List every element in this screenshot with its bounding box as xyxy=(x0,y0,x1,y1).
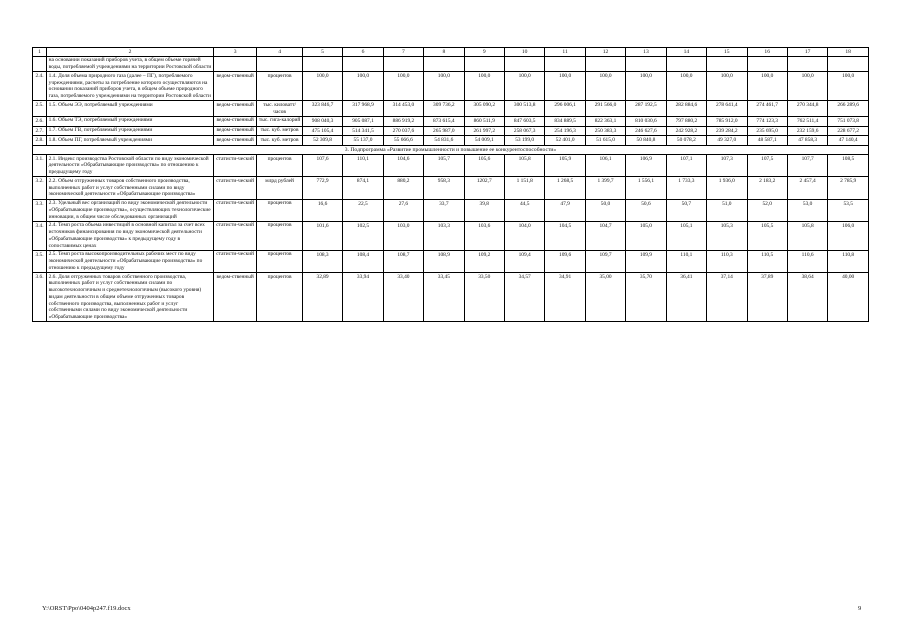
table-row xyxy=(33,250,869,272)
value-cell: 772,9 xyxy=(302,177,342,199)
value-cell: 774 123,3 xyxy=(747,116,787,126)
value-cell: 100,0 xyxy=(626,72,666,101)
value-cell: 254 196,3 xyxy=(545,126,585,136)
value-cell: 54 831,6 xyxy=(424,136,464,146)
header-cell: 12 xyxy=(585,48,625,57)
table-row xyxy=(33,126,869,136)
value-cell: 278 641,4 xyxy=(707,101,747,117)
value-cell: 109,2 xyxy=(464,250,504,272)
value-cell: 860 511,9 xyxy=(464,116,504,126)
value-cell: 1202,7 xyxy=(464,177,504,199)
value-cell: 106,0 xyxy=(828,221,869,250)
unit-of-measure: процентов xyxy=(257,72,302,101)
row-number: 3.2. xyxy=(33,177,47,199)
value-cell: 100,0 xyxy=(545,72,585,101)
value-cell: 109,6 xyxy=(545,250,585,272)
value-cell: 33,40 xyxy=(383,273,423,322)
value-cell: 37,89 xyxy=(747,273,787,322)
unit-of-measure: процентов xyxy=(257,221,302,250)
data-source: статисти-ческий xyxy=(213,177,256,199)
value-cell: 105,7 xyxy=(424,155,464,177)
data-source: статисти-ческий xyxy=(213,250,256,272)
value-cell: 34,91 xyxy=(545,273,585,322)
unit-of-measure: млрд рублей xyxy=(257,177,302,199)
value-cell: 309 736,2 xyxy=(424,101,464,117)
value-cell: 106,1 xyxy=(585,155,625,177)
value-cell: 33,94 xyxy=(343,273,383,322)
table-row xyxy=(33,273,869,322)
value-cell: 34,57 xyxy=(504,273,544,322)
value-cell: 1 399,7 xyxy=(585,177,625,199)
row-number: 2.5. xyxy=(33,101,47,117)
value-cell: 228 677,2 xyxy=(828,126,869,136)
value-cell: 35,00 xyxy=(585,273,625,322)
data-source: ведом-ственный xyxy=(213,136,256,146)
table-row xyxy=(33,155,869,177)
value-cell: 100,0 xyxy=(828,72,869,101)
value-cell: 908 040,3 xyxy=(302,116,342,126)
value-cell: 104,0 xyxy=(504,221,544,250)
value-cell: 50,0 xyxy=(585,199,625,221)
unit-of-measure: процентов xyxy=(257,155,302,177)
value-cell: 323 846,7 xyxy=(302,101,342,117)
unit-of-measure: тыс. киловатт/ часов xyxy=(257,101,302,117)
value-cell: 270 344,8 xyxy=(787,101,827,117)
value-cell: 810 030,6 xyxy=(626,116,666,126)
table-row xyxy=(33,116,869,126)
value-cell: 104,5 xyxy=(545,221,585,250)
value-cell xyxy=(424,56,464,72)
header-cell: 6 xyxy=(343,48,383,57)
value-cell: 106,9 xyxy=(626,155,666,177)
header-cell: 3 xyxy=(213,48,256,57)
data-source: ведом-ственный xyxy=(213,101,256,117)
value-cell: 261 997,2 xyxy=(464,126,504,136)
value-cell xyxy=(383,56,423,72)
value-cell: 108,9 xyxy=(424,250,464,272)
value-cell: 100,0 xyxy=(464,72,504,101)
value-cell: 514 341,5 xyxy=(343,126,383,136)
value-cell: 37,14 xyxy=(707,273,747,322)
unit-of-measure: тыс. гига-калорий xyxy=(257,116,302,126)
value-cell: 35,70 xyxy=(626,273,666,322)
value-cell: 105,6 xyxy=(464,155,504,177)
value-cell: 886 919,2 xyxy=(383,116,423,126)
table-row xyxy=(33,101,869,117)
value-cell: 100,0 xyxy=(343,72,383,101)
section-title: 3. Подпрограмма «Развитие промышленности и повышение ее конкурентоспособности» xyxy=(33,146,869,155)
value-cell: 475 105,4 xyxy=(302,126,342,136)
section-row xyxy=(33,146,869,155)
value-cell: 53,5 xyxy=(828,199,869,221)
value-cell: 105,0 xyxy=(626,221,666,250)
value-cell: 232 159,6 xyxy=(787,126,827,136)
value-cell: 53,0 xyxy=(787,199,827,221)
indicator-name: 2.1. Индекс производства Ростовской области по виду экономической деятельности «Обрабатывающие производства» по отношению к предыдущему году xyxy=(47,155,214,177)
value-cell: 100,0 xyxy=(666,72,706,101)
value-cell: 874,1 xyxy=(343,177,383,199)
value-cell xyxy=(828,56,869,72)
value-cell: 287 192,5 xyxy=(626,101,666,117)
row-number xyxy=(33,56,47,72)
value-cell: 235 695,0 xyxy=(747,126,787,136)
page-number: 9 xyxy=(858,605,862,612)
value-cell: 51,0 xyxy=(707,199,747,221)
value-cell: 33,45 xyxy=(424,273,464,322)
value-cell: 54 009,1 xyxy=(464,136,504,146)
value-cell: 109,4 xyxy=(504,250,544,272)
indicator-name: 2.3. Удельный вес организаций по виду экономической деятельности «Обрабатывающие производства», осуществляющих технологические инновации, в общем числе обследованных организаций xyxy=(47,199,214,221)
value-cell: 296 006,1 xyxy=(545,101,585,117)
value-cell: 33,50 xyxy=(464,273,504,322)
unit-of-measure: тыс. куб. метров xyxy=(257,136,302,146)
value-cell: 250 383,3 xyxy=(585,126,625,136)
row-number: 3.6. xyxy=(33,273,47,322)
value-cell: 47 140,4 xyxy=(828,136,869,146)
value-cell: 22,5 xyxy=(343,199,383,221)
value-cell: 873 615,4 xyxy=(424,116,464,126)
value-cell: 50 078,2 xyxy=(666,136,706,146)
value-cell: 108,4 xyxy=(343,250,383,272)
value-cell: 797 880,2 xyxy=(666,116,706,126)
value-cell: 107,6 xyxy=(302,155,342,177)
value-cell: 239 284,2 xyxy=(707,126,747,136)
value-cell: 282 884,6 xyxy=(666,101,706,117)
value-cell: 101,6 xyxy=(302,221,342,250)
row-number: 3.1. xyxy=(33,155,47,177)
value-cell: 100,0 xyxy=(707,72,747,101)
value-cell xyxy=(504,56,544,72)
value-cell: 103,3 xyxy=(424,221,464,250)
value-cell: 110,1 xyxy=(343,155,383,177)
data-source: статисти-ческий xyxy=(213,155,256,177)
value-cell: 266 289,6 xyxy=(828,101,869,117)
value-cell: 102,5 xyxy=(343,221,383,250)
value-cell: 108,7 xyxy=(383,250,423,272)
value-cell: 50 840,8 xyxy=(626,136,666,146)
value-cell: 33,7 xyxy=(424,199,464,221)
data-source: ведом-ственный xyxy=(213,126,256,136)
unit-of-measure: процентов xyxy=(257,250,302,272)
value-cell: 107,1 xyxy=(666,155,706,177)
value-cell: 108,5 xyxy=(828,155,869,177)
value-cell: 785 912,0 xyxy=(707,116,747,126)
data-source: статисти-ческий xyxy=(213,221,256,250)
value-cell: 107,7 xyxy=(787,155,827,177)
value-cell: 305 090,2 xyxy=(464,101,504,117)
value-cell: 53 199,0 xyxy=(504,136,544,146)
data-source: статисти-ческий xyxy=(213,199,256,221)
value-cell: 100,0 xyxy=(585,72,625,101)
value-cell: 100,0 xyxy=(302,72,342,101)
value-cell: 104,6 xyxy=(383,155,423,177)
table-row xyxy=(33,199,869,221)
header-cell: 4 xyxy=(257,48,302,57)
value-cell: 834 889,5 xyxy=(545,116,585,126)
header-cell: 13 xyxy=(626,48,666,57)
value-cell: 2 457,4 xyxy=(787,177,827,199)
indicator-name: 2.6. Доля отгруженных товаров собственного производства, выполненных работ и услуг собственными силами по высокотехнологичным и среднетехнологичным (высокого уровня) видам деятельности в общем объеме отгруженных товаров собственного производства, выполненных работ и услуг собственными силами по виду экономической деятельности «Обрабатывающие производства» xyxy=(47,273,214,322)
value-cell: 100,0 xyxy=(424,72,464,101)
value-cell: 103,6 xyxy=(464,221,504,250)
value-cell: 110,5 xyxy=(747,250,787,272)
row-number: 3.4. xyxy=(33,221,47,250)
value-cell xyxy=(666,56,706,72)
indicator-name: 1.8. Объем ПГ, потребляемый учреждениями xyxy=(47,136,214,146)
header-cell: 10 xyxy=(504,48,544,57)
value-cell: 105,5 xyxy=(747,221,787,250)
value-cell: 317 968,9 xyxy=(343,101,383,117)
value-cell: 105,8 xyxy=(787,221,827,250)
value-cell xyxy=(707,56,747,72)
indicator-name: 2.4. Темп роста объема инвестиций в основной капитал за счет всех источников финансирования по виду экономической деятельности «Обрабатывающие производства» к предыдущему году в сопоставимых ценах xyxy=(47,221,214,250)
value-cell: 107,5 xyxy=(747,155,787,177)
value-cell: 291 566,0 xyxy=(585,101,625,117)
table-row xyxy=(33,56,869,72)
row-number: 2.7. xyxy=(33,126,47,136)
value-cell: 274 461,7 xyxy=(747,101,787,117)
value-cell: 847 603,5 xyxy=(504,116,544,126)
value-cell: 100,0 xyxy=(787,72,827,101)
header-cell: 16 xyxy=(747,48,787,57)
value-cell: 258 067,3 xyxy=(504,126,544,136)
value-cell: 822 363,1 xyxy=(585,116,625,126)
value-cell: 52,0 xyxy=(747,199,787,221)
value-cell: 48 587,1 xyxy=(747,136,787,146)
value-cell xyxy=(545,56,585,72)
value-cell: 52 401,0 xyxy=(545,136,585,146)
header-cell: 9 xyxy=(464,48,504,57)
value-cell: 100,0 xyxy=(383,72,423,101)
table-row xyxy=(33,136,869,146)
value-cell: 1 268,5 xyxy=(545,177,585,199)
value-cell: 109,9 xyxy=(626,250,666,272)
value-cell: 110,1 xyxy=(666,250,706,272)
value-cell xyxy=(343,56,383,72)
value-cell: 2 785,9 xyxy=(828,177,869,199)
unit-of-measure: процентов xyxy=(257,273,302,322)
value-cell: 246 627,6 xyxy=(626,126,666,136)
value-cell: 2 183,2 xyxy=(747,177,787,199)
unit-of-measure: процентов xyxy=(257,199,302,221)
value-cell: 39,8 xyxy=(464,199,504,221)
value-cell: 751 073,8 xyxy=(828,116,869,126)
value-cell xyxy=(464,56,504,72)
value-cell: 105,9 xyxy=(545,155,585,177)
value-cell: 905 087,1 xyxy=(343,116,383,126)
value-cell: 110,3 xyxy=(707,250,747,272)
value-cell: 105,8 xyxy=(504,155,544,177)
header-cell: 14 xyxy=(666,48,706,57)
value-cell: 32,89 xyxy=(302,273,342,322)
value-cell: 38,64 xyxy=(787,273,827,322)
unit-of-measure: тыс. куб. метров xyxy=(257,126,302,136)
indicator-name: на основании показаний приборов учета, в общем объеме горячей воды, потребляемой учреждениями на территории Ростовской области xyxy=(47,56,214,72)
header-row xyxy=(33,48,869,57)
value-cell: 108,3 xyxy=(302,250,342,272)
value-cell: 110,8 xyxy=(828,250,869,272)
indicator-name: 2.2. Объем отгруженных товаров собственного производства, выполненных работ и услуг собственными силами по виду экономической деятельности «Обрабатывающие производства» xyxy=(47,177,214,199)
value-cell: 27,6 xyxy=(383,199,423,221)
value-cell xyxy=(787,56,827,72)
value-cell: 55 666,6 xyxy=(383,136,423,146)
table-row xyxy=(33,177,869,199)
value-cell: 1 556,1 xyxy=(626,177,666,199)
value-cell: 36,41 xyxy=(666,273,706,322)
header-cell: 8 xyxy=(424,48,464,57)
value-cell: 762 511,4 xyxy=(787,116,827,126)
value-cell: 110,6 xyxy=(787,250,827,272)
unit-of-measure xyxy=(257,56,302,72)
header-cell: 11 xyxy=(545,48,585,57)
value-cell: 1 936,0 xyxy=(707,177,747,199)
row-number: 2.6. xyxy=(33,116,47,126)
value-cell xyxy=(626,56,666,72)
value-cell xyxy=(747,56,787,72)
row-number: 2.8. xyxy=(33,136,47,146)
value-cell: 49 327,0 xyxy=(707,136,747,146)
value-cell: 1 733,3 xyxy=(666,177,706,199)
row-number: 3.5. xyxy=(33,250,47,272)
value-cell: 103,0 xyxy=(383,221,423,250)
header-cell: 18 xyxy=(828,48,869,57)
value-cell: 314 453,0 xyxy=(383,101,423,117)
header-cell: 7 xyxy=(383,48,423,57)
value-cell: 300 513,8 xyxy=(504,101,544,117)
table-body-before xyxy=(33,56,869,145)
indicators-table xyxy=(32,47,869,322)
value-cell: 880,2 xyxy=(383,177,423,199)
value-cell: 105,3 xyxy=(707,221,747,250)
value-cell: 107,3 xyxy=(707,155,747,177)
header-cell: 15 xyxy=(707,48,747,57)
header-cell: 2 xyxy=(47,48,214,57)
value-cell: 100,0 xyxy=(747,72,787,101)
indicator-name: 1.7. Объем ГВ, потребляемый учреждениями xyxy=(47,126,214,136)
data-source: ведом-ственный xyxy=(213,273,256,322)
value-cell: 40,00 xyxy=(828,273,869,322)
value-cell: 242 928,2 xyxy=(666,126,706,136)
table-section xyxy=(33,146,869,155)
value-cell: 104,7 xyxy=(585,221,625,250)
value-cell: 1 151,8 xyxy=(504,177,544,199)
data-source: ведом-ственный xyxy=(213,72,256,101)
value-cell: 100,0 xyxy=(504,72,544,101)
value-cell: 47,9 xyxy=(545,199,585,221)
indicator-name: 1.6. Объем ТЭ, потребляемый учреждениями xyxy=(47,116,214,126)
table-body-after xyxy=(33,155,869,322)
value-cell: 270 037,6 xyxy=(383,126,423,136)
value-cell: 55 137,0 xyxy=(343,136,383,146)
value-cell: 47 858,3 xyxy=(787,136,827,146)
row-number: 3.3. xyxy=(33,199,47,221)
value-cell: 958,3 xyxy=(424,177,464,199)
footer-file-path: Y:\ORST\Ppo\0404p247.f19.docx xyxy=(42,605,131,612)
header-cell: 1 xyxy=(33,48,47,57)
value-cell: 44,5 xyxy=(504,199,544,221)
indicator-name: 2.5. Темп роста высокопроизводительных рабочих мест по виду экономической деятельности «Обрабатывающие производства» по отношению к предыдущему году xyxy=(47,250,214,272)
value-cell: 105,1 xyxy=(666,221,706,250)
table-row xyxy=(33,221,869,250)
value-cell: 109,7 xyxy=(585,250,625,272)
header-cell: 17 xyxy=(787,48,827,57)
data-source: ведом-ственный xyxy=(213,116,256,126)
row-number: 2.4. xyxy=(33,72,47,101)
value-cell: 50,7 xyxy=(666,199,706,221)
value-cell: 52 309,8 xyxy=(302,136,342,146)
value-cell: 50,6 xyxy=(626,199,666,221)
value-cell xyxy=(302,56,342,72)
table-row xyxy=(33,72,869,101)
header-cell: 5 xyxy=(302,48,342,57)
indicator-name: 1.5. Объем ЭЭ, потребляемый учреждениями xyxy=(47,101,214,117)
value-cell: 265 987,0 xyxy=(424,126,464,136)
value-cell: 16,6 xyxy=(302,199,342,221)
indicator-name: 1.4. Доля объема природного газа (далее – ПГ), потребляемого учреждениями, расчеты за потребление которого осуществляются на основании показаний приборов учета, в общем объеме природного газа, потребляемого учреждениями на территории Ростовской области xyxy=(47,72,214,101)
value-cell: 51 615,0 xyxy=(585,136,625,146)
value-cell xyxy=(585,56,625,72)
data-source xyxy=(213,56,256,72)
